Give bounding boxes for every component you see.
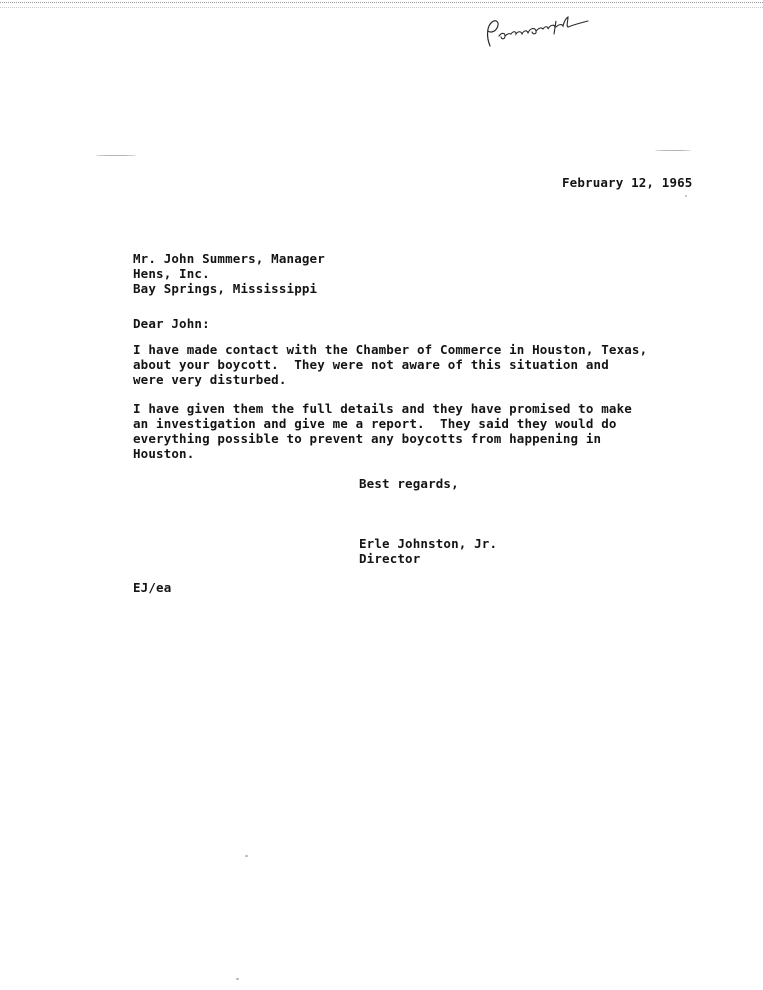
scan-speck	[236, 978, 239, 980]
handwritten-annotation	[480, 12, 595, 52]
closing: Best regards,	[359, 476, 459, 491]
page-top-edge	[0, 2, 763, 8]
paragraph-line: Houston.	[133, 446, 195, 461]
scan-speck	[655, 150, 691, 151]
recipient-line: Hens, Inc.	[133, 266, 210, 281]
paragraph-line: an investigation and give me a report. They said they would do	[133, 416, 617, 431]
scan-speck	[245, 855, 248, 857]
recipient-line: Mr. John Summers, Manager	[133, 251, 325, 266]
paragraph-line: about your boycott. They were not aware of this situation and	[133, 357, 609, 372]
paragraph-line: I have made contact with the Chamber of Commerce in Houston, Texas,	[133, 342, 648, 357]
paragraph-line: everything possible to prevent any boycotts from happening in	[133, 431, 602, 446]
paragraph-line: I have given them the full details and they have promised to make	[133, 401, 632, 416]
body-paragraph-2	[133, 401, 632, 461]
recipient-address	[133, 251, 325, 296]
scan-speck	[685, 195, 687, 197]
salutation: Dear John:	[133, 316, 210, 331]
body-paragraph-1	[133, 342, 647, 387]
typist-initials: EJ/ea	[133, 580, 172, 595]
scan-speck	[96, 155, 136, 156]
recipient-line: Bay Springs, Mississippi	[133, 281, 318, 296]
letter-date: February 12, 1965	[562, 175, 693, 190]
signature-block	[359, 536, 497, 566]
signer-name: Erle Johnston, Jr.	[359, 536, 498, 551]
paragraph-line: were very disturbed.	[133, 372, 287, 387]
signer-title: Director	[359, 551, 421, 566]
